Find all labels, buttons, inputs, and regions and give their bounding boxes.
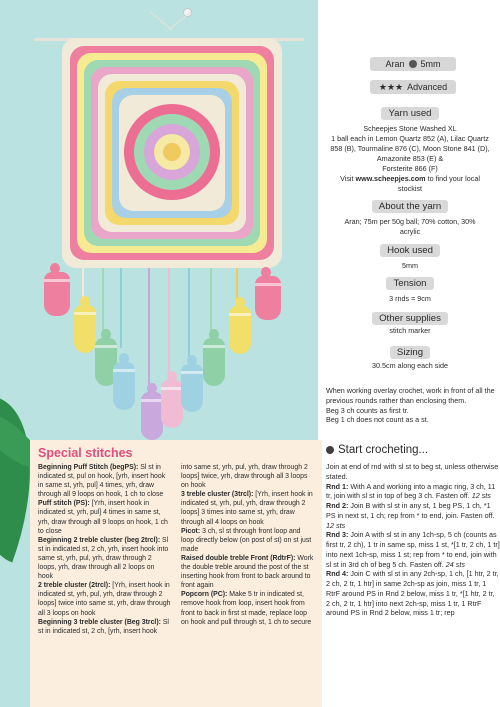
stitch-definition: Beginning 3 treble cluster (Beg 3trcl): Sl st in indicated st, 2 ch, [yrh, insert hook [38, 618, 169, 635]
hook-used-section [320, 240, 500, 271]
about-yarn-heading: About the yarn [372, 200, 448, 213]
hanging-string [150, 12, 172, 31]
tassel [161, 380, 183, 428]
stitch-definition: 2 treble cluster (2trcl): [Yrh, insert hook in indicated st, yrh, pul, yrh, draw through 2 loops] twice into same st, yrh, draw through all 3 loops on hook [38, 582, 171, 617]
sizing-heading: Sizing [390, 346, 430, 359]
tension-section [320, 273, 500, 304]
stitch-definition: into same st, yrh, pul, yrh, draw through 2 loops] twice, yrh, draw through all 3 loops on hook [181, 464, 308, 490]
tassel [229, 306, 251, 354]
hook-used-heading: Hook used [380, 244, 440, 257]
sizing-text: 30.5cm along each side [372, 361, 448, 370]
sizing-section [320, 342, 500, 371]
tassel [141, 392, 163, 440]
yarn-weight-badge [370, 57, 456, 71]
difficulty-stars: ★★★ [378, 81, 404, 92]
difficulty-badge [370, 80, 456, 94]
hanging-string [169, 12, 191, 31]
scheepjes-link[interactable]: www.scheepjes.com [355, 174, 426, 183]
pattern-notes: When working overlay crochet, work in front of all the previous rounds rather than enclosing them. Beg 3 ch counts as first tr. Beg 1 ch does not count as a st. [326, 386, 495, 425]
tassel [181, 364, 203, 412]
start-crocheting-heading: Start crocheting... [326, 444, 428, 456]
stitch-definition: Beginning Puff Stitch (begPS): Sl st in indicated st, pul on hook, [yrh, insert hook in same st, yrh, pul] 4 times, yrh, draw through all 9 loops on hook, 1 ch to close [38, 464, 166, 499]
rounds-instructions: Join at end of rnd with sl st to beg st, unless otherwise stated. Rnd 1: With A and working into a magic ring, 3 ch, 11 tr, join with sl st in top of beg 3 ch. Fasten off. 12 sts Rnd 2: Join B with sl st in any st, 1 beg PS, 1 ch, *1 PS in next st, 1 ch; rep from * to end, join. Fasten off. 12 sts Rnd 3: Join A with sl st in any 1ch-sp, 5 ch (counts as first tr, 2 ch), 1 tr in same sp, miss 1 st, *[1 tr, 2 ch, 1 tr] into next 1ch-sp, miss 1 st; rep from * to end, join with sl st in 3rd ch of beg 5 ch. Fasten off. 24 sts Rnd 4: Join C with sl st in any 2ch-sp, 1 ch, [1 htr, 2 tr, 2 ch, 2 tr, 1 htr] in same 2ch-sp as join, miss 1 tr, 1 RtrF around PS in Rnd 2 below, miss 1 tr, *[1 htr, 2 tr, 2 ch, 2 tr, 1 htr] into next 2ch-sp, miss 1 tr, 1 RtrF around PS in Rnd 2 below, miss 1 tr; rep [326, 462, 500, 618]
hook-icon [409, 60, 417, 68]
special-stitches-column-right [181, 463, 314, 636]
yarn-weight-label: Aran [385, 58, 405, 69]
yarn-used-heading: Yarn used [381, 107, 438, 120]
stitch-definition: Popcorn (PC): Make 5 tr in indicated st, remove hook from loop, insert hook from front to back in first st made, replace loop on hook and pull through st, 1 ch to secure [181, 591, 312, 626]
yarn-used-section [320, 103, 500, 194]
other-supplies-heading: Other supplies [372, 312, 448, 325]
about-yarn-section [320, 196, 500, 237]
stitch-definition: Picot: 3 ch, sl st through front loop and loop directly below (on post of st) on st just made [181, 527, 312, 553]
stitch-definition: Beginning 2 treble cluster (beg 2trcl): Sl st in indicated st, 2 ch, yrh, insert hook into same st, yrh, pul, yrh, draw through 2 loops, yrh, draw through all 2 loops on hook [38, 536, 169, 581]
tassel [113, 362, 135, 410]
round-2: Rnd 2: Join B with sl st in any st, 1 beg PS, 1 ch, *1 PS in next st, 1 ch; rep from * to end, join. Fasten off. 12 sts [326, 501, 495, 530]
yarn-used-text: Scheepjes Stone Washed XL 1 ball each in Lemon Quartz 852 (A), Lilac Quartz 858 (B), Tourmaline 876 (C), Moon Stone 841 (D), Amazonite 853 (E) & Forsterite 866 (F) Visit www.scheepjes.com to find your local stockist [330, 124, 490, 193]
hook-size-label: 5mm [420, 58, 441, 69]
tassel [74, 305, 96, 353]
stitch-definition: Puff stitch (PS): [Yrh, insert hook in indicated st, yrh, pul] 4 times in same st, yrh, draw through all 9 loops on hook, 1 ch to close [38, 500, 168, 535]
other-supplies-text: stitch marker [389, 326, 431, 335]
bullet-icon [326, 446, 334, 454]
stitch-definition: 3 treble cluster (3trcl): [Yrh, insert hook in indicated st, yrh, pul, yrh, draw through 2 loops] 3 times into same st, yrh, draw through all 4 loops on hook [181, 491, 313, 526]
special-stitches-column-left [38, 463, 171, 636]
round-1: Rnd 1: With A and working into a magic ring, 3 ch, 11 tr, join with sl st in top of beg 3 ch. Fasten off. 12 sts [326, 481, 496, 501]
special-stitches-heading: Special stitches [38, 446, 133, 460]
tassel [203, 338, 225, 386]
special-stitches-panel [30, 440, 322, 707]
stitch-definition: Raised double treble Front (RdtrF): Work the double treble around the post of the st inserting hook from front to back around to front again [181, 554, 314, 590]
other-supplies-section [320, 308, 500, 336]
about-yarn-text: Aran; 75m per 50g ball; 70% cotton, 30% acrylic [344, 217, 476, 236]
tension-text: 3 rnds = 9cm [389, 294, 431, 303]
hook-used-text: 5mm [402, 261, 418, 270]
round-3: Rnd 3: Join A with sl st in any 1ch-sp, 5 ch (counts as first tr, 2 ch), 1 tr in same sp, miss 1 st, *[1 tr, 2 ch, 1 tr] into next 1ch-sp, miss 1 st; rep from * to end, join with sl st in 3rd ch of beg 5 ch. Fasten off. 24 sts [326, 530, 500, 569]
crochet-square [62, 38, 282, 268]
tassel [44, 272, 70, 316]
tension-heading: Tension [386, 277, 433, 290]
difficulty-label: Advanced [407, 81, 448, 92]
tassel [255, 276, 281, 320]
pattern-info-column [320, 0, 500, 707]
round-4: Rnd 4: Join C with sl st in any 2ch-sp, 1 ch, [1 htr, 2 tr, 2 ch, 2 tr, 1 htr] in same 2ch-sp as join, miss 1 tr, 1 RtrF around PS in Rnd 2 below, miss 1 tr, *[1 htr, 2 tr, 2 ch, 2 tr, 1 htr] into next 2ch-sp, miss 1 tr, 1 RtrF around PS in Rnd 2 below, miss 1 tr; rep [326, 569, 499, 618]
